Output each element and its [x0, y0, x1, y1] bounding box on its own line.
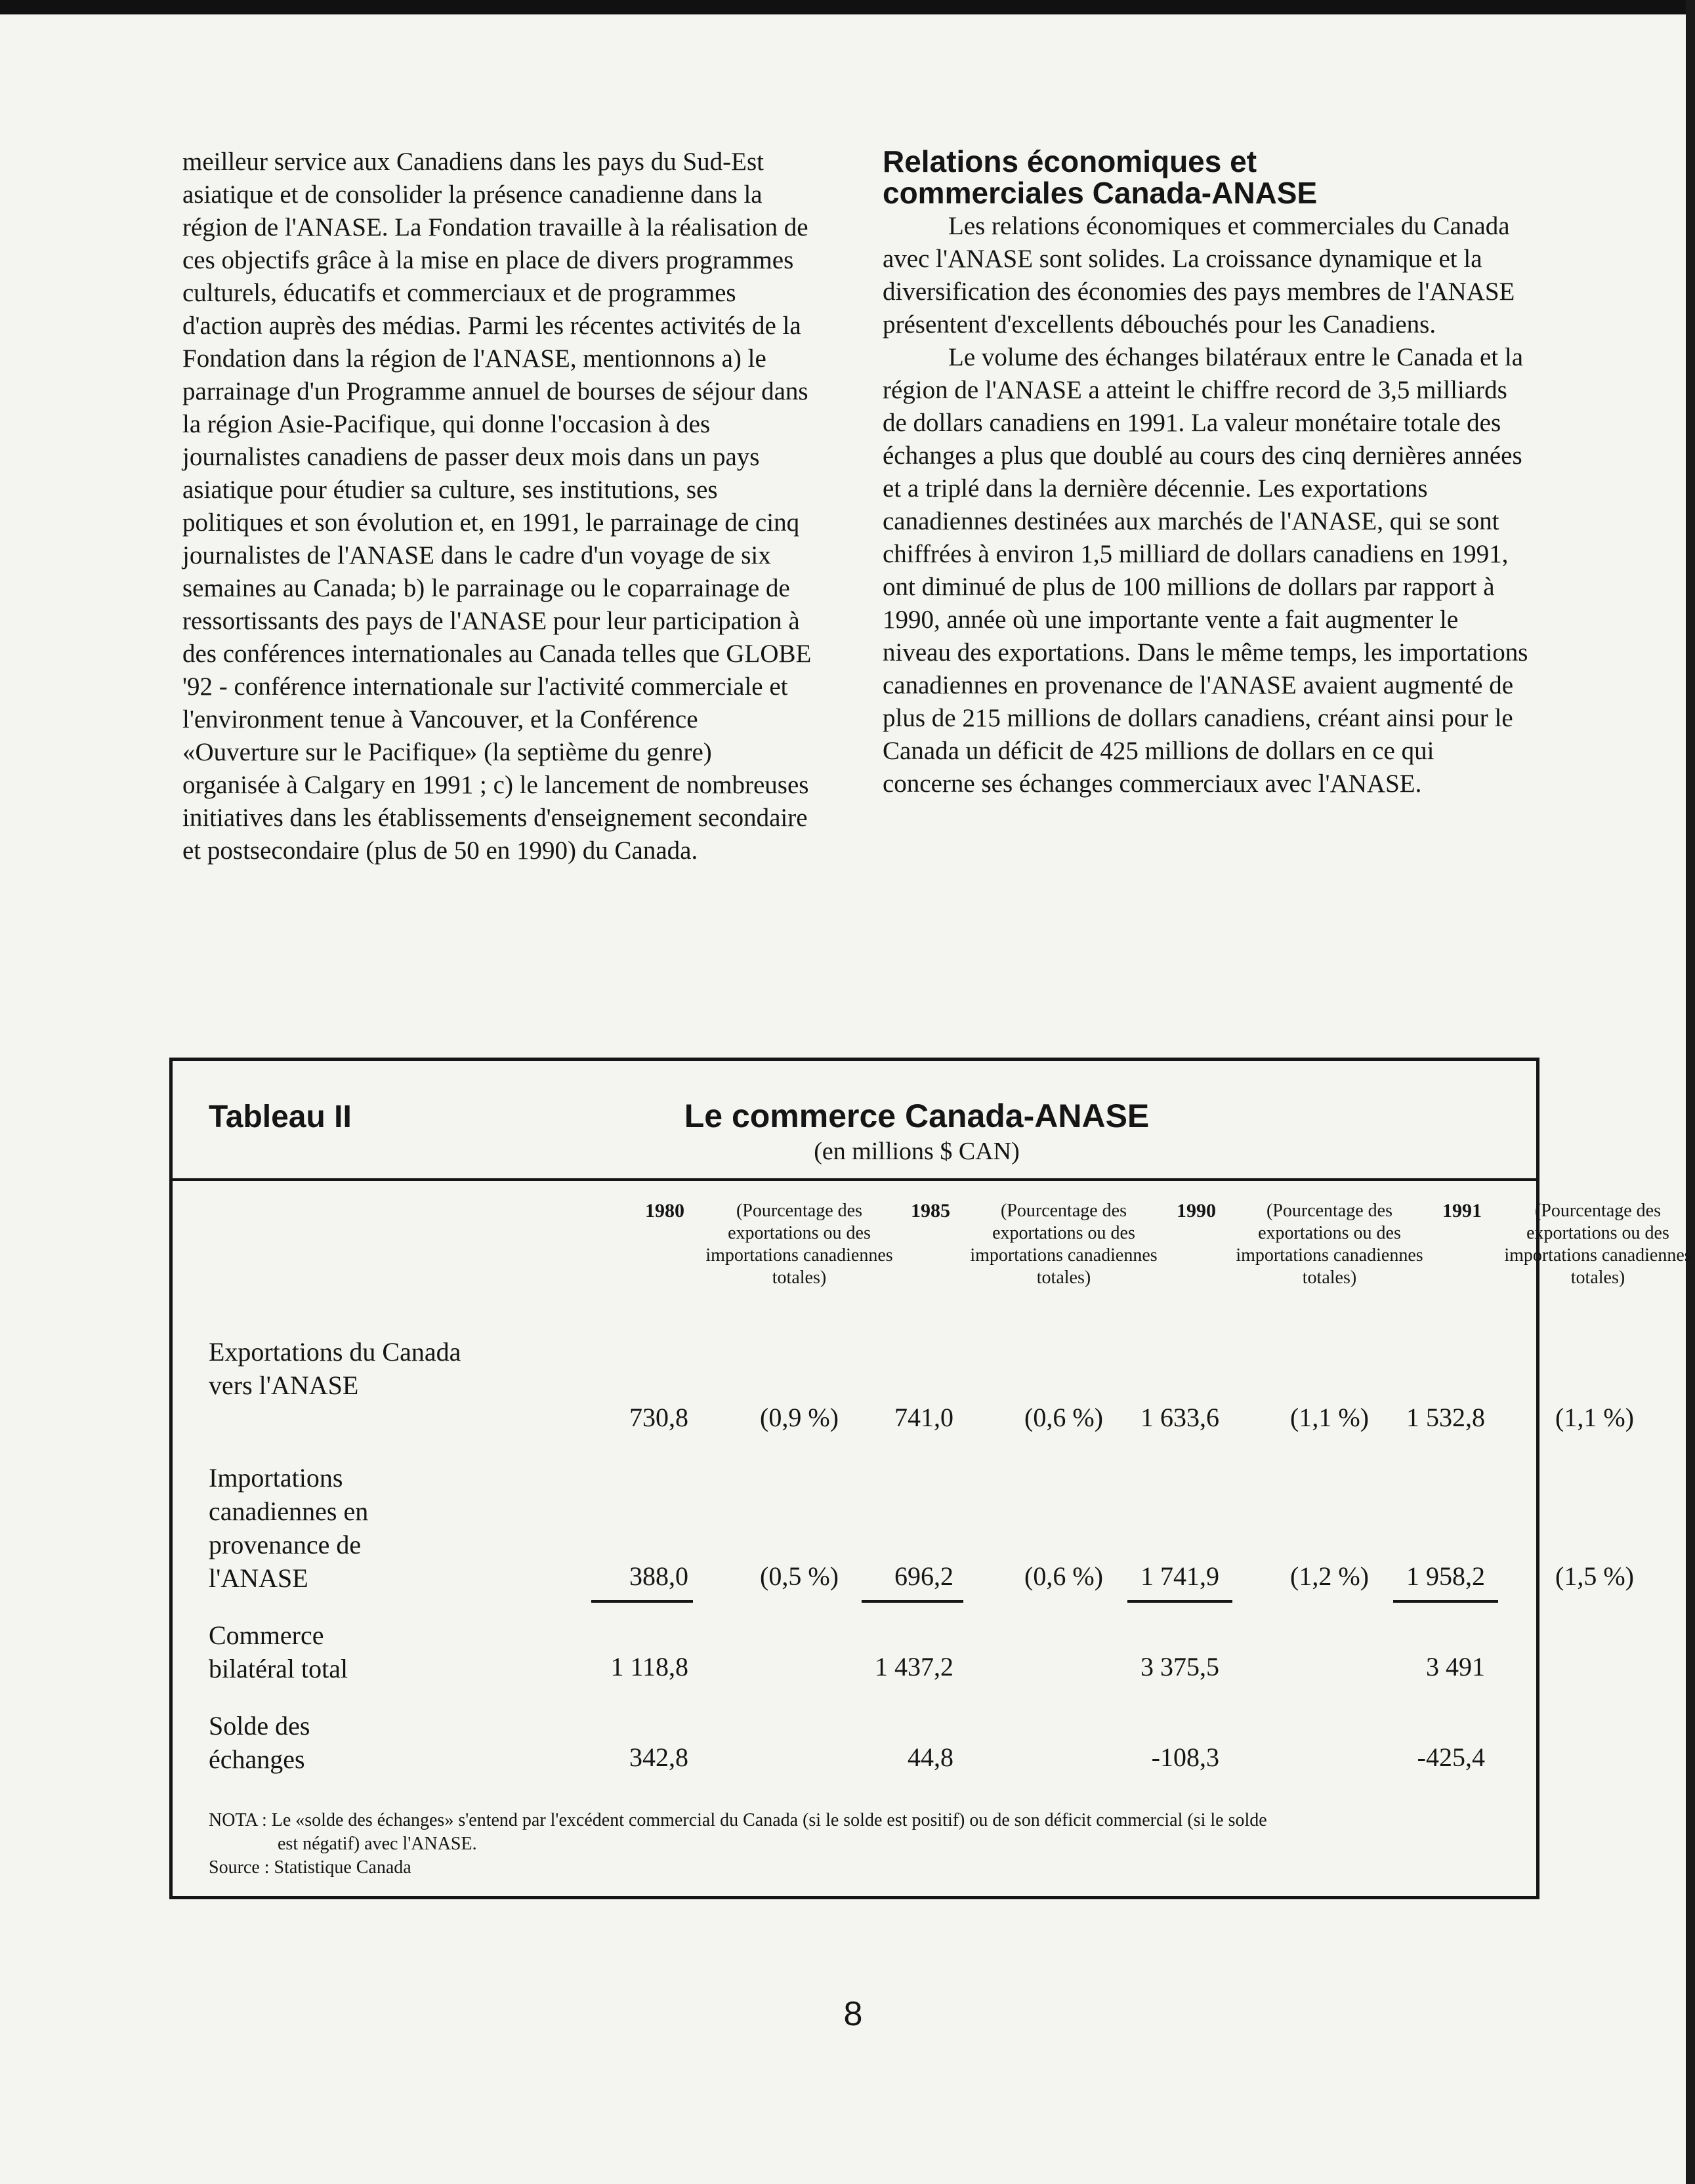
table-header [173, 1061, 1536, 1181]
year-header-1985: 1985 [911, 1200, 950, 1222]
exports-1990: 1 633,6 [1140, 1403, 1219, 1432]
exports-pct-1990: (1,1 %) [1290, 1403, 1369, 1432]
sum-underline-1980 [591, 1600, 693, 1603]
total-1985: 1 437,2 [875, 1652, 953, 1681]
sum-underline-1990 [1127, 1600, 1232, 1603]
imports-1990: 1 741,9 [1140, 1561, 1219, 1591]
balance-1980: 342,8 [629, 1742, 688, 1772]
trade-table [169, 1058, 1692, 1899]
row-label-exports: Exportations du Canada vers l'ANASE [209, 1337, 461, 1400]
left-column [182, 146, 816, 867]
balance-1991: -425,4 [1417, 1742, 1485, 1772]
table-subtitle: (en millions $ CAN) [814, 1138, 1020, 1165]
exports-pct-1980: (0,9 %) [760, 1403, 839, 1432]
row-label-balance: Solde des échanges [209, 1711, 310, 1774]
page-number: 8 [843, 1995, 863, 2033]
right-column [883, 146, 1532, 800]
year-header-1980: 1980 [645, 1200, 684, 1222]
imports-pct-1985: (0,6 %) [1024, 1561, 1103, 1591]
pct-header-1990: (Pourcentage des exportations ou des importations canadiennes totales) [1236, 1201, 1423, 1288]
table-source: Source : Statistique Canada [209, 1857, 411, 1878]
imports-pct-1990: (1,2 %) [1290, 1561, 1369, 1591]
year-header-1990: 1990 [1177, 1200, 1216, 1222]
exports-1991: 1 532,8 [1406, 1403, 1485, 1432]
total-1980: 1 118,8 [610, 1652, 688, 1681]
right-paragraph-2: Le volume des échanges bilatéraux entre le Canada et la région de l'ANASE a atteint le chiffre record de 3,5 milliards de dollars canadiens en 1991. La valeur monétaire totale des échanges a plus que doublé au cours des cinq dernières années et a triplé dans la dernière décennie. Les exportations canadiennes destinées aux marchés de l'ANASE, qui se sont chiffrées à environ 1,5 milliard de dollars canadiens en 1991, ont diminué de plus de 100 millions de dollars par rapport à 1990, année où une importante vente a fait augmenter le niveau des exportations. Dans le même temps, les importations canadiennes en provenance de l'ANASE avaient augmenté de plus de 215 millions de dollars canadiens, créant ainsi pour le Canada un déficit de 425 millions de dollars en ce qui concerne ses échanges commerciaux avec l'ANASE. [883, 343, 1528, 798]
right-paragraph-1: Les relations économiques et commerciales du Canada avec l'ANASE sont solides. La croissance dynamique et la diversification des économies des pays membres de l'ANASE présentent d'excellents débouchés pour les Canadiens. [883, 212, 1515, 339]
left-column-text: meilleur service aux Canadiens dans les pays du Sud-Est asiatique et de consolider la présence canadienne dans la région de l'ANASE. La Fondation travaille à la réalisation de ces objectifs grâce à la mise en place de divers programmes culturels, éducatifs et commerciaux et de programmes d'action auprès des médias. Parmi les récentes activités de la Fondation dans la région de l'ANASE, mentionnons a) le parrainage d'un Programme annuel de bourses de séjour dans la région Asie-Pacifique, qui donne l'occasion à des journalistes canadiens de passer deux mois dans un pays asiatique pour étudier sa culture, ses institutions, ses politiques et son évolution et, en 1991, le parrainage de cinq journalistes de l'ANASE dans le cadre d'un voyage de six semaines au Canada; b) le parrainage ou le coparrainage de ressortissants des pays de l'ANASE pour leur participation à des conférences internationales au Canada telles que GLOBE '92 - conférence internationale sur l'activité commerciale et l'environment tenue à Vancouver, et la Conférence «Ouverture sur le Pacifique» (la septième du genre) organisée à Calgary en 1991 ; c) le lancement de nombreuses initiatives dans les établissements d'enseignement secondaire et postsecondaire (plus de 50 en 1990) du Canada. [182, 148, 812, 865]
scan-top-border [0, 0, 1695, 14]
balance-1985: 44,8 [908, 1742, 953, 1772]
row-label-imports: Importations canadiennes en provenance de l'ANASE [209, 1463, 369, 1593]
pct-header-1985: (Pourcentage des exportations ou des importations canadiennes totales) [970, 1201, 1158, 1288]
year-header-1991: 1991 [1442, 1200, 1482, 1222]
table-title: Le commerce Canada-ANASE [684, 1098, 1150, 1134]
imports-1985: 696,2 [894, 1561, 953, 1591]
section-heading: Relations économiques et commerciales Canada-ANASE [883, 144, 1318, 210]
total-1990: 3 375,5 [1140, 1652, 1219, 1681]
note-line-1: NOTA : Le «solde des échanges» s'entend par l'excédent commercial du Canada (si le solde est positif) ou de son déficit commercial (si le solde [209, 1810, 1267, 1830]
table-label: Tableau II [209, 1100, 352, 1134]
row-label-total: Commerce bilatéral total [209, 1620, 348, 1683]
exports-1980: 730,8 [629, 1403, 688, 1432]
imports-1991: 1 958,2 [1406, 1561, 1485, 1591]
note-line-2: est négatif) avec l'ANASE. [278, 1834, 477, 1854]
sum-underline-1985 [862, 1600, 963, 1603]
exports-1985: 741,0 [894, 1403, 953, 1432]
exports-pct-1991: (1,1 %) [1555, 1403, 1634, 1432]
pct-header-1991: (Pourcentage des exportations ou des importations canadiennes totales) [1504, 1201, 1692, 1288]
pct-header-1980: (Pourcentage des exportations ou des importations canadiennes totales) [705, 1201, 893, 1288]
table-note [209, 1809, 1495, 1880]
balance-1990: -108,3 [1151, 1742, 1219, 1772]
scan-right-border [1686, 0, 1695, 2184]
total-1991: 3 491 [1426, 1652, 1485, 1681]
sum-underline-1991 [1393, 1600, 1498, 1603]
exports-pct-1985: (0,6 %) [1024, 1403, 1103, 1432]
imports-pct-1991: (1,5 %) [1555, 1561, 1634, 1591]
imports-pct-1980: (0,5 %) [760, 1561, 839, 1591]
imports-1980: 388,0 [629, 1561, 688, 1591]
